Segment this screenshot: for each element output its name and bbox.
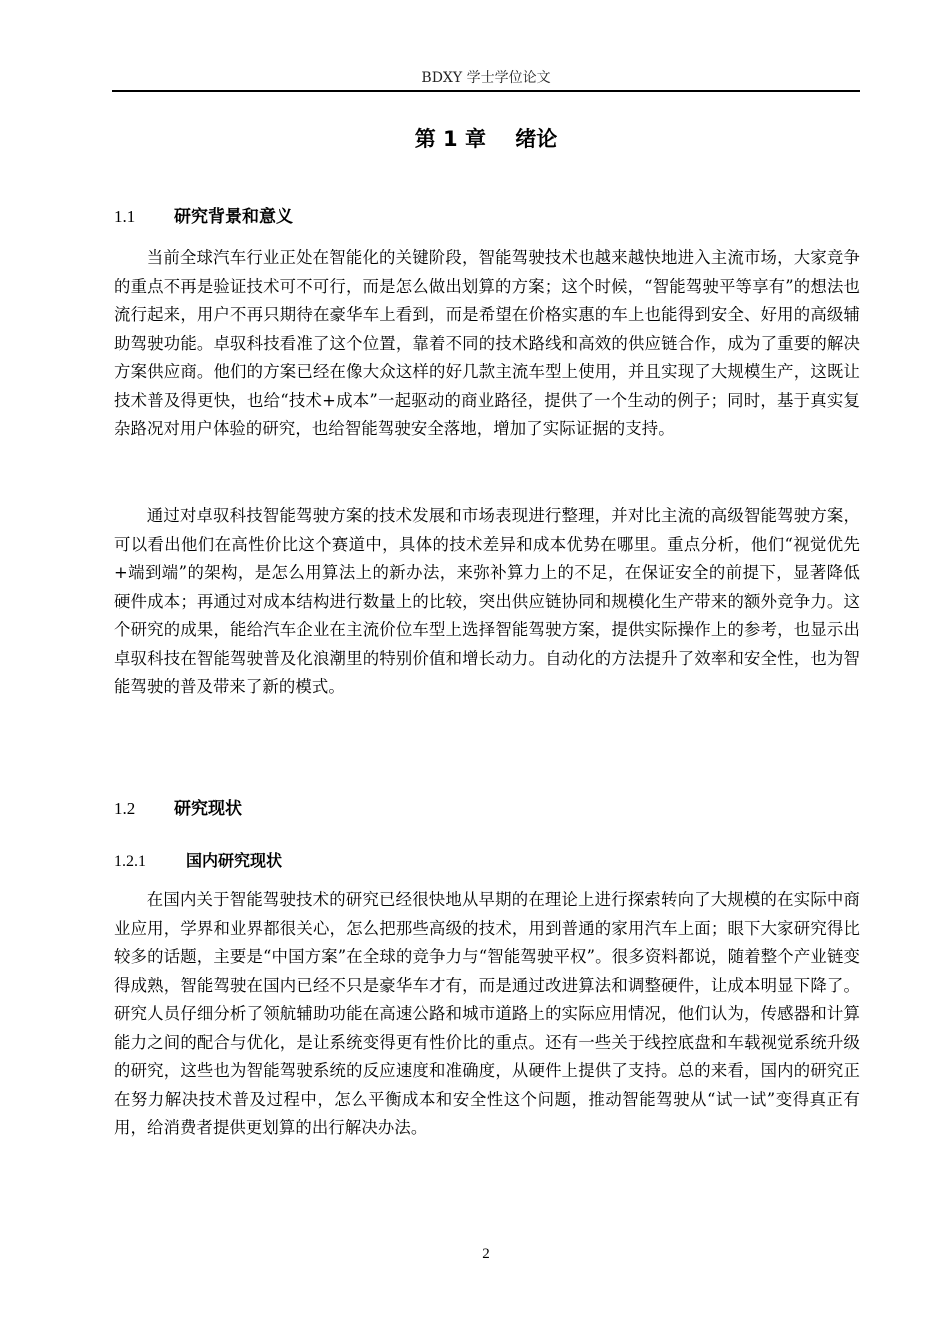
subsection-title: 国内研究现状 <box>186 851 283 870</box>
section-number: 1.2 <box>114 799 136 818</box>
section-title: 研究背景和意义 <box>174 207 293 227</box>
section-title: 研究现状 <box>174 799 242 819</box>
subsection-heading-1-2-1 <box>114 848 282 875</box>
section-heading-1-2 <box>114 796 242 822</box>
running-header: BDXY 学士学位论文 <box>112 68 860 92</box>
page-number: 2 <box>482 1246 490 1262</box>
section-number: 1.1 <box>114 207 136 226</box>
paragraph: 在国内关于智能驾驶技术的研究已经很快地从早期的在理论上进行探索转向了大规模的在实际中商业应用，学界和业界都很关心，怎么把那些高级的技术，用到普通的家用汽车上面；眼下大家研究得比较多的话题，主要是“中国方案”在全球的竞争力与“智能驾驶平权”。很多资料都说，随着整个产业链变得成熟，智能驾驶在国内已经不只是豪华车才有，而是通过改进算法和调整硬件，让成本明显下降了。研究人员仔细分析了领航辅助功能在高速公路和城市道路上的实际应用情况，他们认为，传感器和计算能力之间的配合与优化，是让系统变得更有性价比的重点。还有一些关于线控底盘和车载视觉系统升级的研究，这些也为智能驾驶系统的反应速度和准确度，从硬件上提供了支持。总的来看，国内的研究正在努力解决技术普及过程中，怎么平衡成本和安全性这个问题，推动智能驾驶从“试一试”变得真正有用，给消费者提供更划算的出行解决办法。 <box>114 890 860 1137</box>
section-heading-1-1 <box>114 204 293 230</box>
chapter-title: 第 1 章 绪论 <box>414 127 558 151</box>
paragraph: 当前全球汽车行业正处在智能化的关键阶段，智能驾驶技术也越来越快地进入主流市场，大家竞争的重点不再是验证技术可不可行，而是怎么做出划算的方案；这个时候，“智能驾驶平等享有”的想法也流行起来，用户不再只期待在豪华车上看到，而是希望在价格实惠的车上也能得到安全、好用的高级辅助驾驶功能。卓驭科技看准了这个位置，靠着不同的技术路线和高效的供应链合作，成为了重要的解决方案供应商。他们的方案已经在像大众这样的好几款主流车型上使用，并且实现了大规模生产，这既让技术普及得更快，也给“技术+成本”一起驱动的商业路径，提供了一个生动的例子；同时，基于真实复杂路况对用户体验的研究，也给智能驾驶安全落地，增加了实际证据的支持。 <box>114 248 860 438</box>
subsection-number: 1.2.1 <box>114 853 146 870</box>
paragraph: 通过对卓驭科技智能驾驶方案的技术发展和市场表现进行整理，并对比主流的高级智能驾驶方案，可以看出他们在高性价比这个赛道中，具体的技术差异和成本优势在哪里。重点分析，他们“视觉优先+端到端”的架构，是怎么用算法上的新办法，来弥补算力上的不足，在保证安全的前提下，显著降低硬件成本；再通过对成本结构进行数量上的比较，突出供应链协同和规模化生产带来的额外竞争力。这个研究的成果，能给汽车企业在主流价位车型上选择智能驾驶方案，提供实际操作上的参考，也显示出卓驭科技在智能驾驶普及化浪潮里的特别价值和增长动力。自动化的方法提升了效率和安全性，也为智能驾驶的普及带来了新的模式。 <box>114 506 860 696</box>
